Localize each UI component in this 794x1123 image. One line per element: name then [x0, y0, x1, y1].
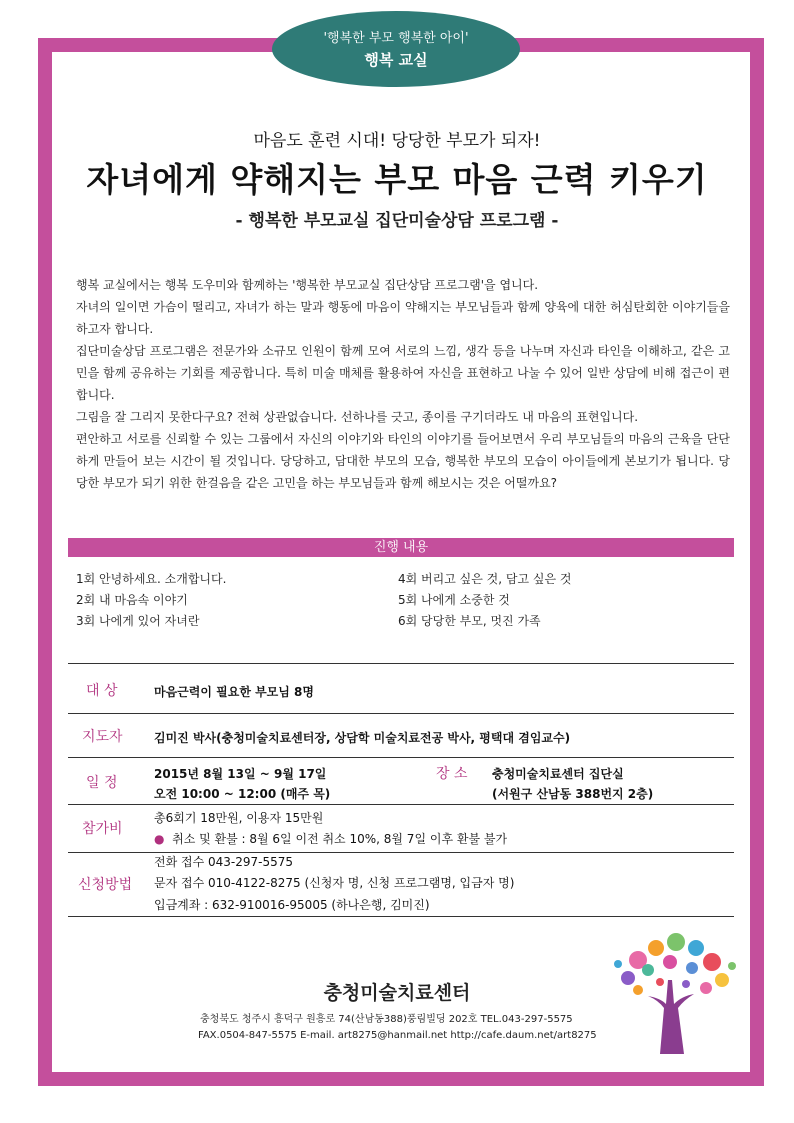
center-name: 충청미술치료센터	[323, 982, 471, 1004]
apply-sms: 문자 접수 010-4122-8275 (신청자 명, 신청 프로그램명, 입금자 명)	[154, 876, 515, 890]
oval-title: 행복 교실	[364, 51, 428, 69]
intro-text	[76, 274, 730, 494]
fee-label: 참가비	[82, 821, 123, 837]
divider	[68, 713, 734, 714]
program-tagline: - 행복한 부모교실 집단미술상담 프로그램 -	[235, 211, 559, 231]
apply-label: 신청방법	[78, 877, 133, 893]
bullet-icon: ●	[154, 832, 165, 846]
target-label: 대 상	[86, 683, 118, 699]
sessions-heading: 진행 내용	[68, 538, 734, 557]
tree-logo-icon	[598, 930, 748, 1058]
fee-value: 총6회기 18만원, 이용자 15만원	[154, 811, 324, 825]
session-item: 3회 나에게 있어 자녀란	[76, 614, 200, 628]
divider	[68, 804, 734, 805]
oval-slogan: '행복한 부모 행복한 아이'	[323, 31, 469, 46]
intro-paragraph: 그림을 잘 그리지 못한다구요? 전혀 상관없습니다. 선하나를 긋고, 종이를 구기더라도 내 마음의 표현입니다.	[76, 410, 639, 424]
center-address: 충청북도 청주시 흥덕구 원흥로 74(산남동388)풍림빌딩 202호 TEL.043-297-5575	[200, 1014, 573, 1025]
intro-paragraph: 편안하고 서로를 신뢰할 수 있는 그룹에서 자신의 이야기와 타인의 이야기를 들어보면서 우리 부모님들의 마음의 근육을 단단하게 만들어 보는 시간이 될 것입니다. 당당하고, 담대한 부모의 모습, 행복한 부모의 모습이 아이들에게 본보기가 됩니다. 당당한 부모가 되기 위한 한걸음을 같은 고민을 하는 부모님들과 함께 해보시는 것은 어떨까요?	[76, 432, 730, 490]
target-value: 마음근력이 필요한 부모님 8명	[154, 685, 314, 699]
session-item: 4회 버리고 싶은 것, 담고 싶은 것	[398, 572, 572, 586]
session-item: 2회 내 마음속 이야기	[76, 593, 188, 607]
intro-paragraph: 자녀의 일이면 가슴이 떨리고, 자녀가 하는 말과 행동에 마음이 약해지는 부모님들과 함께 양육에 대한 허심탄회한 이야기들을 하고자 합니다.	[76, 300, 730, 336]
instructor-label: 지도자	[82, 729, 123, 745]
fee-note: 취소 및 환불 : 8월 6일 이전 취소 10%, 8월 7일 이후 환불 불가	[172, 832, 508, 846]
page-inner	[52, 52, 750, 1072]
schedule-label: 일 정	[86, 775, 118, 791]
divider	[68, 663, 734, 664]
divider	[68, 916, 734, 917]
place-label: 장 소	[436, 766, 468, 782]
intro-paragraph: 행복 교실에서는 행복 도우미와 함께하는 '행복한 부모교실 집단상담 프로그램'을 엽니다.	[76, 278, 539, 292]
session-item: 1회 안녕하세요. 소개합니다.	[76, 572, 227, 586]
apply-account: 입금계좌 : 632-910016-95005 (하나은행, 김미진)	[154, 898, 430, 912]
subtitle: 마음도 훈련 시대! 당당한 부모가 되자!	[253, 131, 541, 151]
schedule-date: 2015년 8월 13일 ~ 9월 17일	[154, 767, 327, 781]
session-item: 5회 나에게 소중한 것	[398, 593, 510, 607]
header-oval	[272, 11, 520, 87]
main-title: 자녀에게 약해지는 부모 마음 근력 키우기	[86, 160, 708, 199]
schedule-time: 오전 10:00 ~ 12:00 (매주 목)	[154, 787, 331, 801]
center-contact: FAX.0504-847-5575 E-mail. art8275@hanmail.net http://cafe.daum.net/art8275	[198, 1030, 597, 1041]
instructor-value: 김미진 박사(충청미술치료센터장, 상담학 미술치료전공 박사, 평택대 겸임교수)	[154, 731, 571, 745]
session-item: 6회 당당한 부모, 멋진 가족	[398, 614, 541, 628]
place-name: 충청미술치료센터 집단실	[492, 767, 624, 781]
apply-phone: 전화 접수 043-297-5575	[154, 855, 294, 869]
place-address: (서원구 산남동 388번지 2층)	[492, 787, 654, 801]
divider	[68, 757, 734, 758]
fee-note-row	[154, 830, 507, 847]
intro-paragraph: 집단미술상담 프로그램은 전문가와 소규모 인원이 함께 모여 서로의 느낌, 생각 등을 나누며 자신과 타인을 이해하고, 같은 고민을 함께 공유하는 기회를 제공합니다. 특히 미술 매체를 활용하여 자신을 표현하고 나눌 수 있어 일반 상담에 비해 접근이 편합니다.	[76, 344, 730, 402]
